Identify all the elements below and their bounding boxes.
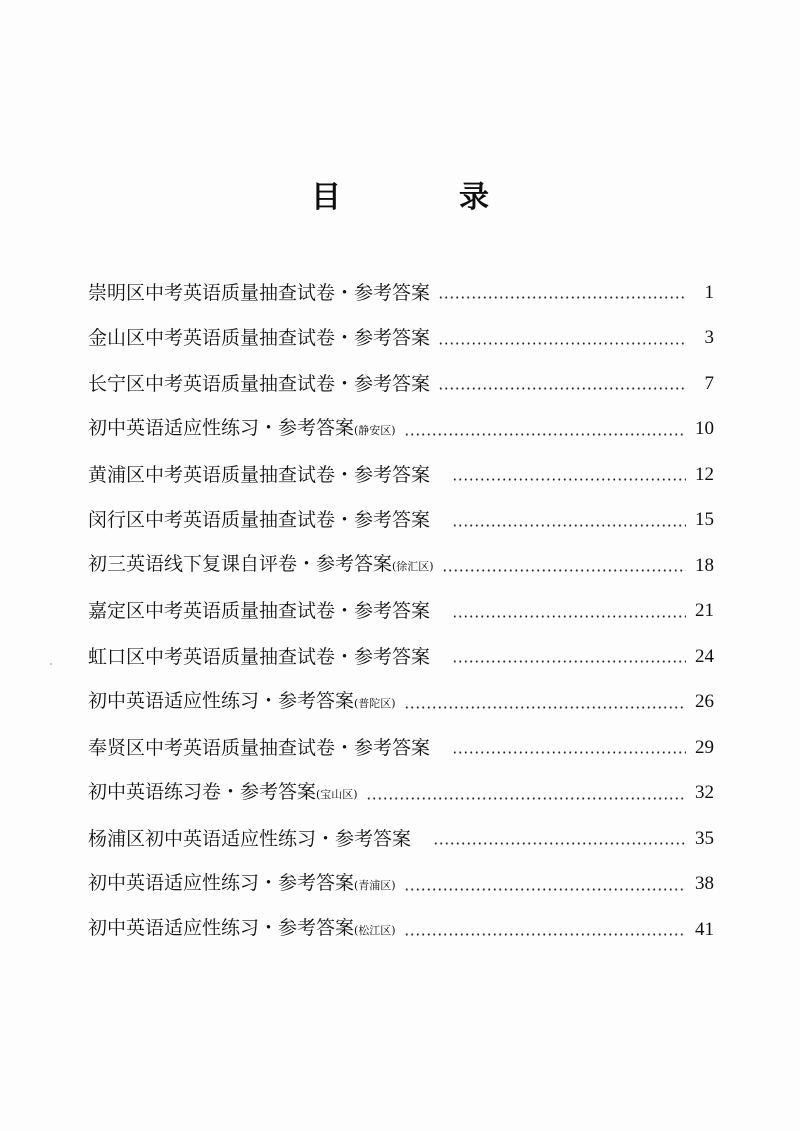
entry-title-text: 虹口区中考英语质量抽查试卷・参考答案 — [88, 645, 431, 668]
entry-title-text: 崇明区中考英语质量抽查试卷・参考答案 — [88, 281, 431, 304]
entry-title — [88, 508, 430, 532]
dot-leader — [404, 433, 686, 436]
dot-leader — [438, 342, 686, 345]
dot-leader — [404, 888, 686, 891]
toc-entry[interactable] — [88, 543, 714, 589]
entry-title-text: 长宁区中考英语质量抽查试卷・参考答案 — [88, 372, 431, 395]
entry-title-text: 初中英语适应性练习・参考答案 — [88, 416, 355, 439]
entry-title — [88, 463, 430, 487]
page-number: 24 — [695, 645, 714, 667]
page-number: 29 — [695, 736, 714, 758]
toc-entry[interactable] — [88, 816, 714, 862]
page-number: 41 — [695, 918, 714, 940]
entry-district-note: (徐汇区) — [392, 560, 434, 574]
toc-entry[interactable] — [88, 589, 714, 635]
entry-title — [88, 599, 430, 623]
toc-entry[interactable] — [88, 498, 714, 544]
page-number: 1 — [704, 281, 714, 303]
page-number: 7 — [704, 372, 714, 394]
page-number: 32 — [695, 782, 714, 804]
dot-leader — [442, 569, 686, 572]
entry-title-text: 初中英语适应性练习・参考答案 — [88, 917, 355, 940]
entry-title-text: 闵行区中考英语质量抽查试卷・参考答案 — [88, 509, 431, 532]
entry-district-note: (静安区) — [354, 423, 396, 437]
toc-entry[interactable] — [88, 316, 714, 362]
entry-district-note: (宝山区) — [316, 787, 358, 801]
entry-title — [88, 326, 430, 350]
page-number: 35 — [695, 827, 714, 849]
entry-title — [88, 827, 411, 851]
entry-title — [88, 871, 396, 898]
dot-leader — [404, 706, 686, 709]
page-number: 10 — [695, 418, 714, 440]
page-number: 12 — [695, 463, 714, 485]
toc-entry[interactable] — [88, 361, 714, 407]
entry-title-text: 初三英语线下复课自评卷・参考答案 — [88, 553, 393, 576]
entry-title-text: 奉贤区中考英语质量抽查试卷・参考答案 — [88, 736, 431, 759]
page-number: 21 — [695, 600, 714, 622]
dot-leader — [404, 933, 686, 936]
dot-leader — [433, 842, 686, 845]
scan-speck — [50, 663, 52, 665]
dot-leader — [452, 751, 686, 754]
dot-leader — [438, 296, 686, 299]
entry-title-text: 黄浦区中考英语质量抽查试卷・参考答案 — [88, 463, 431, 486]
dot-leader — [452, 615, 686, 618]
page-number: 38 — [695, 873, 714, 895]
entry-title-text: 初中英语适应性练习・参考答案 — [88, 871, 355, 894]
page-number: 26 — [695, 691, 714, 713]
entry-district-note: (普陀区) — [354, 696, 396, 710]
toc-title: 目 录 — [311, 180, 533, 215]
entry-district-note: (青浦区) — [354, 878, 396, 892]
entry-title — [88, 916, 396, 943]
entry-title — [88, 552, 434, 579]
entry-title — [88, 736, 430, 760]
entry-title — [88, 689, 396, 716]
toc-entry[interactable] — [88, 907, 714, 953]
toc-entry[interactable] — [88, 680, 714, 726]
entry-title — [88, 372, 430, 396]
entry-title — [88, 780, 358, 807]
dot-leader — [452, 660, 686, 663]
dot-leader — [452, 478, 686, 481]
dot-leader — [452, 524, 686, 527]
toc-entry[interactable] — [88, 270, 714, 316]
page-number: 18 — [695, 554, 714, 576]
entry-title-text: 杨浦区初中英语适应性练习・参考答案 — [88, 827, 412, 850]
toc-entry[interactable] — [88, 634, 714, 680]
page-number: 15 — [695, 509, 714, 531]
entry-district-note: (松江区) — [354, 924, 396, 938]
toc-entry[interactable] — [88, 452, 714, 498]
entry-title — [88, 281, 430, 305]
toc-entry[interactable] — [88, 407, 714, 453]
entry-title-text: 嘉定区中考英语质量抽查试卷・参考答案 — [88, 600, 431, 623]
dot-leader — [438, 387, 686, 390]
toc-list — [88, 270, 714, 953]
toc-entry[interactable] — [88, 725, 714, 771]
page-number: 3 — [704, 327, 714, 349]
dot-leader — [366, 797, 686, 800]
entry-title-text: 金山区中考英语质量抽查试卷・参考答案 — [88, 327, 431, 350]
toc-entry[interactable] — [88, 862, 714, 908]
entry-title-text: 初中英语适应性练习・参考答案 — [88, 689, 355, 712]
entry-title — [88, 645, 430, 669]
toc-entry[interactable] — [88, 771, 714, 817]
entry-title — [88, 416, 396, 443]
entry-title-text: 初中英语练习卷・参考答案 — [88, 780, 317, 803]
